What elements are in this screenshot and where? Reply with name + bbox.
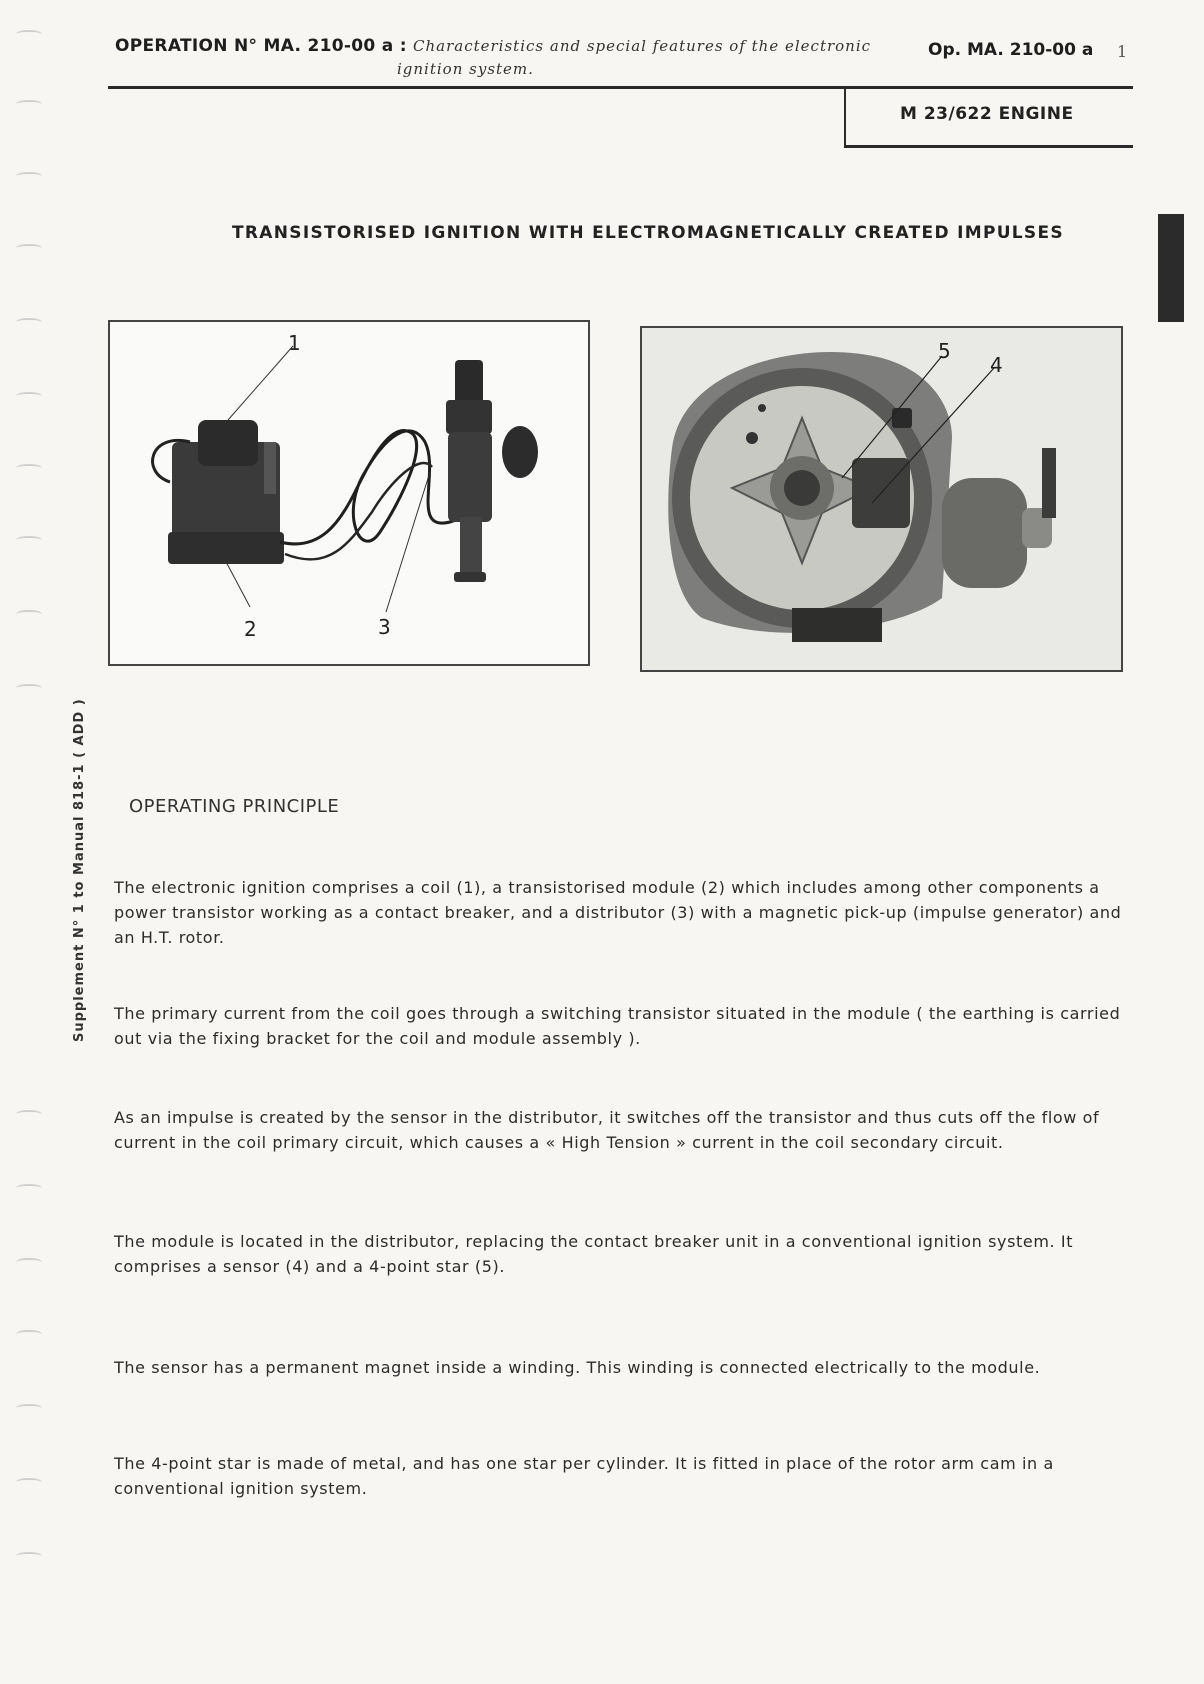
paragraph: The 4-point star is made of metal, and has one star per cylinder. It is fitted in place of the rotor arm cam in a conventional ignition system. <box>114 1454 1054 1498</box>
paragraph: The sensor has a permanent magnet inside a winding. This winding is connected electrically to the module. <box>114 1358 1041 1377</box>
coil-distributor-photo <box>110 322 588 664</box>
label-4: 4 <box>990 353 1003 377</box>
coil-top <box>198 420 258 466</box>
label-5: 5 <box>938 339 951 363</box>
margin-mark <box>16 1258 42 1266</box>
engine-label: M 23/622 ENGINE <box>900 104 1074 124</box>
label-1: 1 <box>288 331 301 355</box>
operation-title-line2: ignition system. <box>397 60 534 78</box>
margin-mark <box>16 318 42 326</box>
supplement-side-note: Supplement N° 1 to Manual 818-1 ( ADD ) <box>72 698 87 1042</box>
paragraph: As an impulse is created by the sensor in the distributor, it switches off the transistor and thus cuts off the flow of current in the coil primary circuit, which causes a « High Tension » current in the coil secondary circuit. <box>114 1108 1100 1152</box>
margin-mark <box>16 100 42 108</box>
margin-mark <box>16 30 42 38</box>
margin-mark <box>16 610 42 618</box>
distributor-body <box>448 432 492 522</box>
distributor-shaft <box>460 517 482 577</box>
operation-reference: Op. MA. 210-00 a <box>928 40 1094 60</box>
vacuum-unit <box>942 478 1027 588</box>
margin-mark <box>16 244 42 252</box>
operation-prefix: OPERATION N° MA. 210-00 a : <box>115 36 407 56</box>
margin-mark <box>16 1552 42 1560</box>
margin-mark <box>16 1404 42 1412</box>
main-title: TRANSISTORISED IGNITION WITH ELECTROMAGNETICALLY CREATED IMPULSES <box>232 223 1064 243</box>
paragraph: The module is located in the distributor, replacing the contact breaker unit in a conventional ignition system. It comprises a sensor (4) and a 4-point star (5). <box>114 1232 1074 1276</box>
figure-coil-module-distributor <box>108 320 590 666</box>
margin-mark <box>16 1110 42 1118</box>
operation-title-line1: Characteristics and special features of the electronic <box>413 37 872 55</box>
margin-mark <box>16 464 42 472</box>
thumb-index-bar <box>1158 214 1184 322</box>
paragraph: The electronic ignition comprises a coil (1), a transistorised module (2) which includes among other components a power transistor working as a contact breaker, and a distributor (3) with a magnetic pick-up (impulse generator) and an H.T. rotor. <box>114 878 1122 947</box>
margin-mark <box>16 172 42 180</box>
margin-mark <box>16 1330 42 1338</box>
margin-mark <box>16 1478 42 1486</box>
section-heading: OPERATING PRINCIPLE <box>129 796 340 817</box>
distributor-interior-photo <box>642 328 1121 670</box>
paragraph: The primary current from the coil goes through a switching transistor situated in the module ( the earthing is carried out via the fixing bracket for the coil and module assembly ). <box>114 1004 1121 1048</box>
margin-mark <box>16 684 42 692</box>
figure-distributor-interior <box>640 326 1123 672</box>
module-base <box>168 532 284 564</box>
margin-mark <box>16 392 42 400</box>
label-2: 2 <box>244 617 257 641</box>
margin-mark <box>16 536 42 544</box>
margin-mark <box>16 1184 42 1192</box>
label-3: 3 <box>378 615 391 639</box>
page-number: 1 <box>1117 42 1128 61</box>
operation-title <box>115 36 871 56</box>
